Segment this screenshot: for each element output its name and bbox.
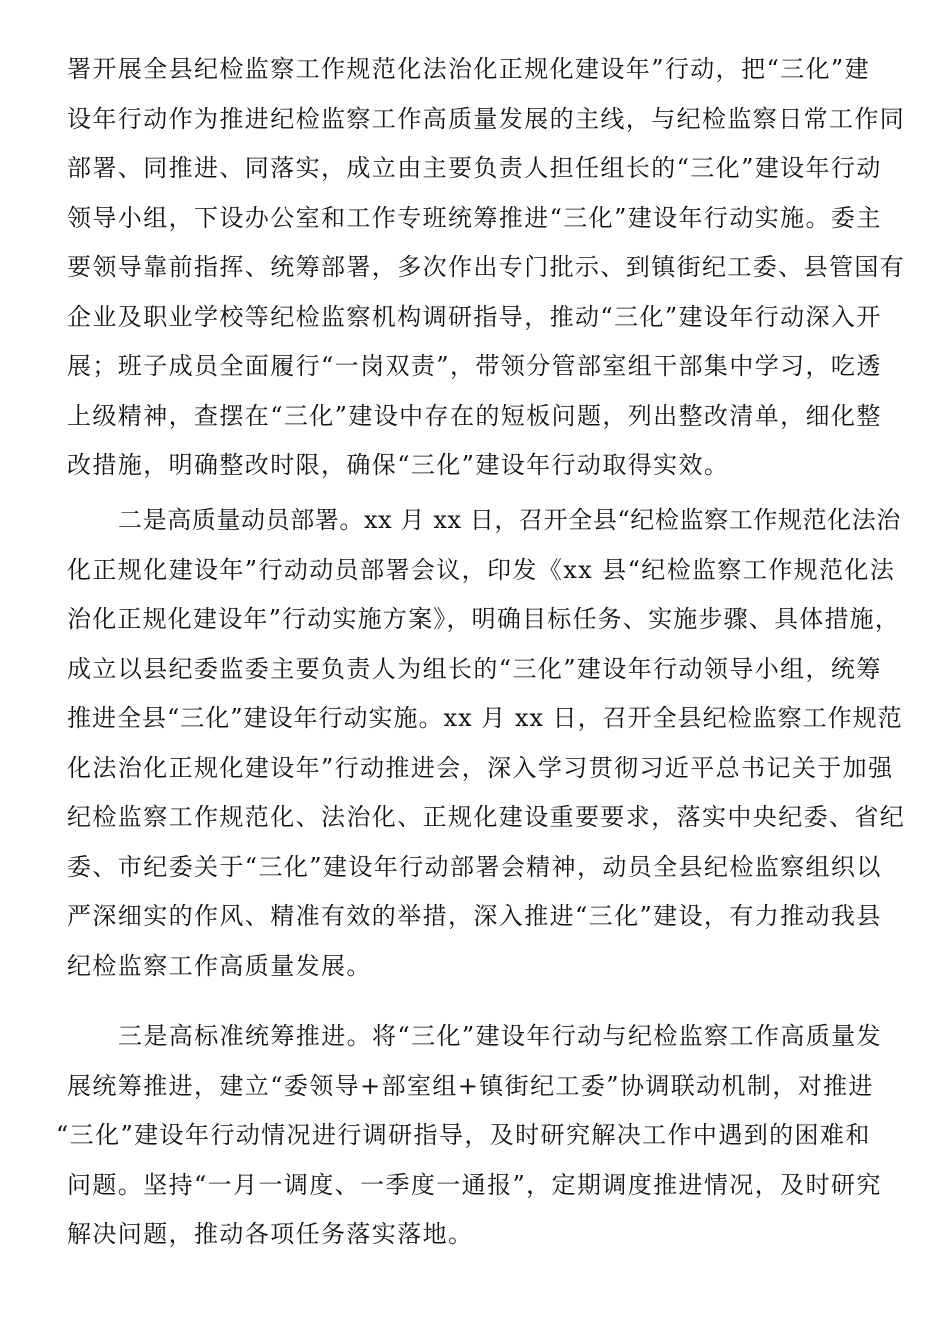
text-line: 纪检监察工作规范化、法治化、正规化建设重要要求，落实中央纪委、省纪 [67, 803, 906, 831]
text-line: 部署、同推进、同落实，成立由主要负责人担任组长的“三化”建设年行动 [67, 154, 882, 182]
text-line: 化法治化正规化建设年”行动推进会，深入学习贯彻习近平总书记关于加强 [67, 754, 894, 782]
text-line: 二是高质量动员部署。xx 月 xx 日，召开全县“纪检监察工作规范化法治 [118, 506, 901, 534]
text-line: 改措施，明确整改时限，确保“三化”建设年行动取得实效。 [67, 451, 730, 479]
text-line: 三是高标准统筹推进。将“三化”建设年行动与纪检监察工作高质量发 [118, 1022, 882, 1050]
text-line: 要领导靠前指挥、统筹部署，多次作出专门批示、到镇街纪工委、县管国有 [67, 253, 906, 281]
text-line: 展统筹推进，建立“委领导+部室组+镇街纪工委”协调联动机制，对推进 [67, 1072, 874, 1100]
text-line: 成立以县纪委监委主要负责人为组长的“三化”建设年行动领导小组，统筹 [67, 655, 882, 683]
text-line: 领导小组，下设办公室和工作专班统筹推进“三化”建设年行动实施。委主 [67, 204, 882, 232]
text-line: 纪检监察工作高质量发展。 [67, 952, 372, 980]
text-line: 展；班子成员全面履行“一岗双责”，带领分管部室组干部集中学习，吃透 [67, 352, 882, 380]
text-line: 治化正规化建设年”行动实施方案》，明确目标任务、实施步骤、具体措施， [67, 605, 901, 633]
text-line: 企业及职业学校等纪检监察机构调研指导，推动“三化”建设年行动深入开 [67, 303, 882, 331]
text-line: 上级精神，查摆在“三化”建设中存在的短板问题，列出整改清单，细化整 [67, 402, 882, 430]
text-line: 化正规化建设年”行动动员部署会议，印发《xx 县“纪检监察工作规范化法 [67, 556, 896, 584]
text-line: 设年行动作为推进纪检监察工作高质量发展的主线，与纪检监察日常工作同 [67, 105, 906, 133]
text-line: 推进全县“三化”建设年行动实施。xx 月 xx 日，召开全县纪检监察工作规范 [67, 704, 903, 732]
text-line: 署开展全县纪检监察工作规范化法治化正规化建设年”行动，把“三化”建 [67, 55, 871, 83]
text-line: “三化”建设年行动情况进行调研指导，及时研究解决工作中遇到的困难和 [56, 1121, 871, 1149]
text-line: 解决问题，推动各项任务落实落地。 [67, 1220, 474, 1248]
text-line: 委、市纪委关于“三化”建设年行动部署会精神，动员全县纪检监察组织以 [67, 853, 882, 881]
text-line: 问题。坚持“一月一调度、一季度一通报”，定期调度推进情况，及时研究 [67, 1171, 882, 1199]
text-line: 严深细实的作风、精准有效的举措，深入推进“三化”建设，有力推动我县 [67, 902, 882, 930]
